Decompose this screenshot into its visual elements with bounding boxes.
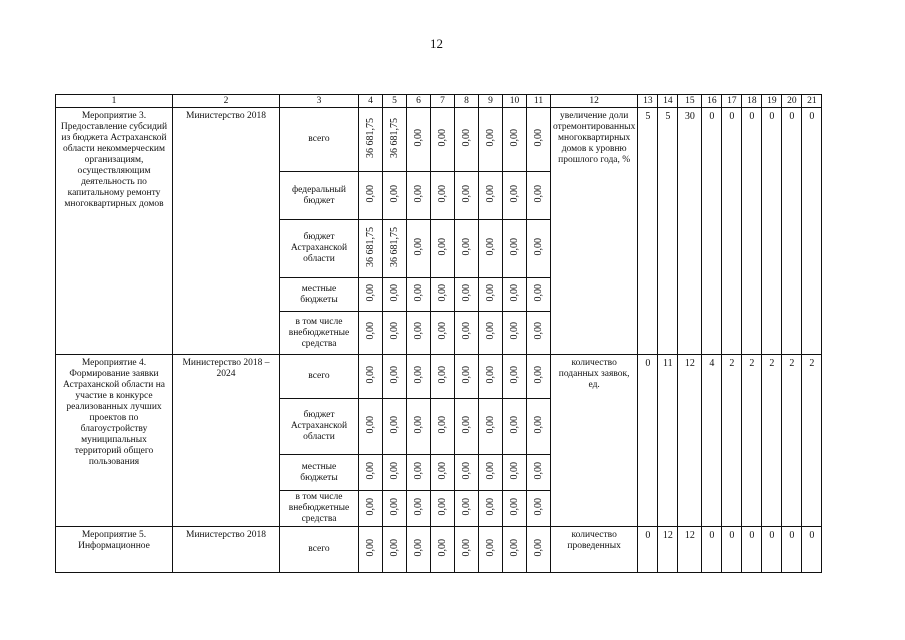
target-value: 0 xyxy=(802,527,822,573)
funding-value-cell xyxy=(431,172,455,220)
table-row xyxy=(56,355,822,399)
column-number: 21 xyxy=(802,95,822,108)
funding-value-cell xyxy=(383,527,407,573)
target-value: 0 xyxy=(802,108,822,355)
funding-value: 0,00 xyxy=(413,415,424,434)
funding-value: 0,00 xyxy=(365,415,376,434)
column-number: 12 xyxy=(551,95,638,108)
funding-value-cell xyxy=(407,312,431,355)
funding-value: 0,00 xyxy=(365,461,376,480)
funding-value-cell xyxy=(455,399,479,455)
funding-value-cell xyxy=(527,355,551,399)
funding-value-cell xyxy=(455,172,479,220)
funding-value: 0,00 xyxy=(509,538,520,557)
funding-value-cell xyxy=(455,455,479,491)
target-value: 11 xyxy=(658,355,678,527)
funding-value-cell xyxy=(383,312,407,355)
program-measures-table xyxy=(55,94,822,573)
column-number: 2 xyxy=(173,95,280,108)
column-number: 9 xyxy=(479,95,503,108)
target-indicator: количество поданных заявок, ед. xyxy=(551,355,638,527)
funding-source: федеральный бюджет xyxy=(280,172,359,220)
target-value: 0 xyxy=(702,108,722,355)
funding-value-cell xyxy=(359,527,383,573)
funding-value-cell xyxy=(479,455,503,491)
target-indicator: количество проведенных xyxy=(551,527,638,573)
funding-value-cell xyxy=(479,399,503,455)
funding-value-cell xyxy=(431,455,455,491)
column-number: 5 xyxy=(383,95,407,108)
funding-value-cell xyxy=(359,355,383,399)
measure-name: Мероприятие 5. Информационное xyxy=(56,527,173,573)
funding-value-cell xyxy=(407,278,431,312)
funding-value: 0,00 xyxy=(509,365,520,384)
funding-value-cell xyxy=(479,527,503,573)
funding-value: 36 681,75 xyxy=(389,226,400,267)
table-body xyxy=(56,95,822,573)
column-number: 20 xyxy=(782,95,802,108)
funding-value: 0,00 xyxy=(485,322,496,340)
funding-value: 0,00 xyxy=(485,461,496,480)
funding-value: 0,00 xyxy=(437,365,448,384)
measure-name: Мероприятие 4. Формирование заявки Астраханской области на участие в конкурсе реализованных лучших проектов по благоустройству муниципальных территорий общего пользования xyxy=(56,355,173,527)
funding-value-cell xyxy=(407,172,431,220)
column-number: 19 xyxy=(762,95,782,108)
target-value: 0 xyxy=(742,527,762,573)
column-number: 4 xyxy=(359,95,383,108)
funding-value: 0,00 xyxy=(413,497,424,516)
column-number: 8 xyxy=(455,95,479,108)
funding-value: 0,00 xyxy=(485,237,496,256)
target-value: 0 xyxy=(762,527,782,573)
funding-source: в том числе внебюджетные средства xyxy=(280,312,359,355)
table-row xyxy=(56,108,822,172)
funding-value-cell xyxy=(503,355,527,399)
funding-value: 0,00 xyxy=(365,365,376,384)
funding-value-cell xyxy=(359,220,383,278)
funding-value: 0,00 xyxy=(461,237,472,256)
funding-value: 0,00 xyxy=(437,538,448,557)
funding-value-cell xyxy=(407,455,431,491)
funding-value-cell xyxy=(359,108,383,172)
funding-value-cell xyxy=(359,278,383,312)
funding-value: 0,00 xyxy=(365,538,376,557)
funding-value: 0,00 xyxy=(437,461,448,480)
funding-value-cell xyxy=(455,355,479,399)
funding-value: 0,00 xyxy=(533,322,544,340)
funding-value-cell xyxy=(359,312,383,355)
target-value: 2 xyxy=(742,355,762,527)
column-number: 13 xyxy=(638,95,658,108)
funding-value-cell xyxy=(407,220,431,278)
funding-value-cell xyxy=(407,355,431,399)
funding-source: всего xyxy=(280,108,359,172)
funding-value-cell xyxy=(527,172,551,220)
funding-source: всего xyxy=(280,527,359,573)
funding-value: 0,00 xyxy=(413,237,424,256)
funding-value: 0,00 xyxy=(485,415,496,434)
funding-value: 0,00 xyxy=(413,322,424,340)
funding-value: 0,00 xyxy=(509,415,520,434)
funding-value: 0,00 xyxy=(437,283,448,302)
target-value: 12 xyxy=(678,527,702,573)
funding-value: 0,00 xyxy=(509,237,520,256)
funding-value: 0,00 xyxy=(509,128,520,147)
funding-value: 0,00 xyxy=(437,497,448,516)
funding-value: 36 681,75 xyxy=(365,117,376,158)
column-number: 15 xyxy=(678,95,702,108)
column-number: 11 xyxy=(527,95,551,108)
funding-value-cell xyxy=(527,220,551,278)
funding-value-cell xyxy=(527,278,551,312)
funding-value: 0,00 xyxy=(533,415,544,434)
funding-value-cell xyxy=(407,399,431,455)
funding-value-cell xyxy=(503,108,527,172)
funding-value: 0,00 xyxy=(365,322,376,340)
funding-value: 0,00 xyxy=(509,184,520,203)
funding-value: 0,00 xyxy=(437,322,448,340)
funding-value: 0,00 xyxy=(413,538,424,557)
funding-value-cell xyxy=(431,220,455,278)
target-value: 4 xyxy=(702,355,722,527)
funding-value: 0,00 xyxy=(365,184,376,203)
funding-value: 0,00 xyxy=(413,365,424,384)
funding-value: 0,00 xyxy=(533,461,544,480)
funding-source: в том числе внебюджетные средства xyxy=(280,491,359,527)
funding-source: бюджет Астраханской области xyxy=(280,220,359,278)
funding-value-cell xyxy=(359,455,383,491)
target-value: 0 xyxy=(638,527,658,573)
funding-value-cell xyxy=(431,491,455,527)
funding-value-cell xyxy=(407,491,431,527)
funding-value-cell xyxy=(503,172,527,220)
funding-source: бюджет Астраханской области xyxy=(280,399,359,455)
column-number: 10 xyxy=(503,95,527,108)
funding-value: 0,00 xyxy=(485,283,496,302)
column-number: 1 xyxy=(56,95,173,108)
funding-value: 0,00 xyxy=(461,322,472,340)
funding-value: 0,00 xyxy=(509,283,520,302)
funding-value: 0,00 xyxy=(389,497,400,516)
target-value: 0 xyxy=(762,108,782,355)
funding-value: 0,00 xyxy=(365,283,376,302)
funding-value-cell xyxy=(431,527,455,573)
funding-value: 0,00 xyxy=(461,538,472,557)
column-number: 3 xyxy=(280,95,359,108)
table-row xyxy=(56,527,822,573)
funding-value-cell xyxy=(503,399,527,455)
column-number: 18 xyxy=(742,95,762,108)
funding-value: 0,00 xyxy=(461,184,472,203)
funding-value: 0,00 xyxy=(389,322,400,340)
funding-value-cell xyxy=(359,399,383,455)
target-indicator: увеличение доли отремонтированных многоквартирных домов к уровню прошлого года, % xyxy=(551,108,638,355)
funding-value: 0,00 xyxy=(389,365,400,384)
funding-value-cell xyxy=(479,312,503,355)
funding-value-cell xyxy=(455,108,479,172)
funding-value-cell xyxy=(383,455,407,491)
funding-value: 0,00 xyxy=(413,283,424,302)
funding-value: 0,00 xyxy=(485,128,496,147)
funding-value-cell xyxy=(431,278,455,312)
funding-value-cell xyxy=(359,172,383,220)
target-value: 0 xyxy=(722,527,742,573)
column-number: 7 xyxy=(431,95,455,108)
funding-value: 0,00 xyxy=(461,283,472,302)
funding-value-cell xyxy=(455,527,479,573)
funding-value-cell xyxy=(455,220,479,278)
funding-value: 0,00 xyxy=(461,128,472,147)
target-value: 12 xyxy=(678,355,702,527)
target-value: 5 xyxy=(658,108,678,355)
funding-value-cell xyxy=(479,491,503,527)
funding-value-cell xyxy=(431,399,455,455)
target-value: 0 xyxy=(782,527,802,573)
funding-value-cell xyxy=(407,527,431,573)
funding-value-cell xyxy=(383,220,407,278)
target-value: 0 xyxy=(742,108,762,355)
funding-value: 0,00 xyxy=(533,538,544,557)
funding-value: 0,00 xyxy=(461,497,472,516)
funding-value-cell xyxy=(455,491,479,527)
funding-value-cell xyxy=(383,172,407,220)
funding-value-cell xyxy=(455,278,479,312)
funding-value: 0,00 xyxy=(509,461,520,480)
funding-value-cell xyxy=(383,399,407,455)
funding-value: 0,00 xyxy=(389,184,400,203)
target-value: 30 xyxy=(678,108,702,355)
measure-executor: Министерство 2018 xyxy=(173,527,280,573)
funding-source: местные бюджеты xyxy=(280,455,359,491)
page-number: 12 xyxy=(430,36,443,51)
funding-value: 0,00 xyxy=(461,461,472,480)
funding-value: 0,00 xyxy=(437,184,448,203)
funding-value: 0,00 xyxy=(413,128,424,147)
funding-value: 0,00 xyxy=(533,237,544,256)
funding-value-cell xyxy=(503,527,527,573)
funding-value-cell xyxy=(503,455,527,491)
funding-value: 0,00 xyxy=(437,128,448,147)
funding-value: 0,00 xyxy=(365,497,376,516)
funding-value-cell xyxy=(527,455,551,491)
funding-value: 0,00 xyxy=(533,283,544,302)
funding-value-cell xyxy=(503,278,527,312)
funding-source: местные бюджеты xyxy=(280,278,359,312)
funding-value-cell xyxy=(431,108,455,172)
column-number: 17 xyxy=(722,95,742,108)
funding-value: 0,00 xyxy=(533,184,544,203)
funding-value-cell xyxy=(527,527,551,573)
column-number: 14 xyxy=(658,95,678,108)
target-value: 5 xyxy=(638,108,658,355)
funding-value-cell xyxy=(383,355,407,399)
funding-value: 0,00 xyxy=(509,497,520,516)
funding-value: 0,00 xyxy=(413,461,424,480)
funding-value: 0,00 xyxy=(533,128,544,147)
funding-value: 0,00 xyxy=(509,322,520,340)
funding-value: 0,00 xyxy=(389,538,400,557)
funding-value-cell xyxy=(527,491,551,527)
funding-value: 0,00 xyxy=(485,497,496,516)
header-row xyxy=(56,95,822,108)
funding-source: всего xyxy=(280,355,359,399)
target-value: 2 xyxy=(782,355,802,527)
target-value: 0 xyxy=(702,527,722,573)
measure-name: Мероприятие 3. Предоставление субсидий из бюджета Астраханской области некоммерческим организациям, осуществляющим деятельность по капитальному ремонту многоквартирных домов xyxy=(56,108,173,355)
funding-value-cell xyxy=(503,220,527,278)
funding-value-cell xyxy=(479,108,503,172)
target-value: 0 xyxy=(782,108,802,355)
funding-value-cell xyxy=(383,278,407,312)
measure-executor: Министерство 2018 – 2024 xyxy=(173,355,280,527)
funding-value: 0,00 xyxy=(413,184,424,203)
funding-value: 0,00 xyxy=(485,538,496,557)
funding-value: 0,00 xyxy=(485,365,496,384)
funding-value: 0,00 xyxy=(437,237,448,256)
funding-value-cell xyxy=(527,399,551,455)
funding-value-cell xyxy=(527,108,551,172)
funding-value: 0,00 xyxy=(437,415,448,434)
funding-value-cell xyxy=(479,172,503,220)
target-value: 2 xyxy=(802,355,822,527)
funding-value: 36 681,75 xyxy=(389,117,400,158)
funding-value: 0,00 xyxy=(485,184,496,203)
funding-value-cell xyxy=(503,312,527,355)
target-value: 0 xyxy=(638,355,658,527)
funding-value: 0,00 xyxy=(389,461,400,480)
target-value: 12 xyxy=(658,527,678,573)
funding-value: 0,00 xyxy=(461,415,472,434)
funding-value: 0,00 xyxy=(533,497,544,516)
funding-value-cell xyxy=(431,355,455,399)
target-value: 0 xyxy=(722,108,742,355)
funding-value-cell xyxy=(455,312,479,355)
funding-value-cell xyxy=(479,220,503,278)
funding-value: 36 681,75 xyxy=(365,226,376,267)
funding-value: 0,00 xyxy=(389,283,400,302)
target-value: 2 xyxy=(762,355,782,527)
funding-value: 0,00 xyxy=(389,415,400,434)
funding-value: 0,00 xyxy=(461,365,472,384)
funding-value-cell xyxy=(383,491,407,527)
measure-executor: Министерство 2018 xyxy=(173,108,280,355)
funding-value: 0,00 xyxy=(533,365,544,384)
funding-value-cell xyxy=(431,312,455,355)
funding-value-cell xyxy=(527,312,551,355)
column-number: 6 xyxy=(407,95,431,108)
funding-value-cell xyxy=(503,491,527,527)
funding-value-cell xyxy=(407,108,431,172)
funding-value-cell xyxy=(359,491,383,527)
funding-value-cell xyxy=(383,108,407,172)
funding-value-cell xyxy=(479,278,503,312)
column-number: 16 xyxy=(702,95,722,108)
funding-value-cell xyxy=(479,355,503,399)
target-value: 2 xyxy=(722,355,742,527)
